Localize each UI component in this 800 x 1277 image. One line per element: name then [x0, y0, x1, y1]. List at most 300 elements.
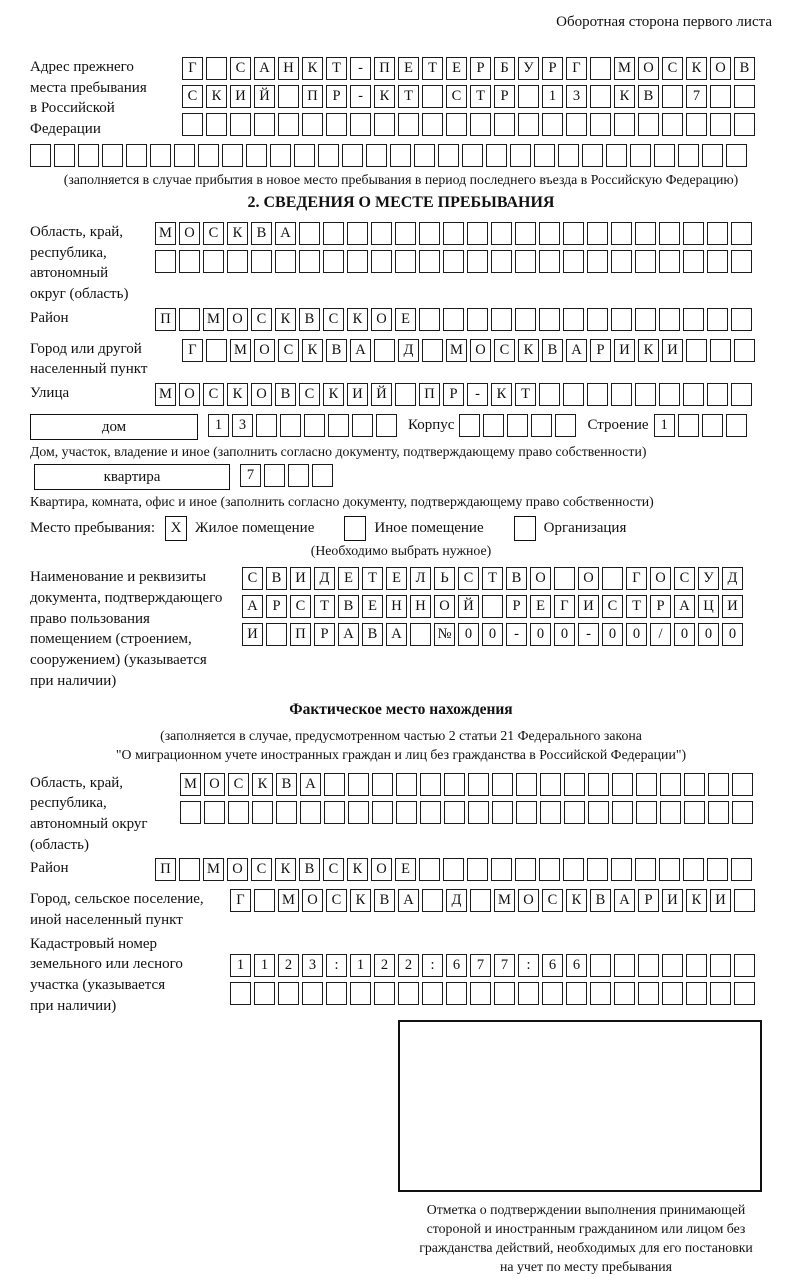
char-cell [318, 144, 339, 167]
char-cell [410, 623, 431, 646]
char-cell [203, 250, 224, 273]
char-cell [662, 85, 683, 108]
char-cell [515, 858, 536, 881]
dom-caption: Дом, участок, владение и иное (заполнить согласно документу, подтверждающему право собственности) [30, 444, 647, 460]
char-cell: О [710, 57, 731, 80]
char-cell: Т [326, 57, 347, 80]
char-cell [732, 773, 753, 796]
char-cell [396, 773, 417, 796]
char-cell [467, 250, 488, 273]
char-cell: 6 [566, 954, 587, 977]
char-cell: А [674, 595, 695, 618]
char-cell [686, 113, 707, 136]
label-line: Федерации [30, 121, 101, 138]
stamp-area [398, 1020, 774, 1276]
char-cell: Р [470, 57, 491, 80]
char-cell [638, 113, 659, 136]
char-cell: Е [446, 57, 467, 80]
label-line: (область) [30, 836, 89, 853]
char-cell [638, 954, 659, 977]
char-cell: К [350, 889, 371, 912]
char-cell: В [299, 308, 320, 331]
char-cell [328, 414, 349, 437]
char-cell [470, 982, 491, 1005]
char-cell: Й [458, 595, 479, 618]
char-cell: П [419, 383, 440, 406]
char-cell: К [347, 308, 368, 331]
char-cell: О [254, 339, 275, 362]
char-cell [539, 250, 560, 273]
char-cell [558, 144, 579, 167]
char-cell: С [230, 57, 251, 80]
char-cell: М [446, 339, 467, 362]
char-cell: 6 [542, 954, 563, 977]
char-cell [708, 801, 729, 824]
char-cell [470, 889, 491, 912]
char-cell [395, 222, 416, 245]
char-cell: П [290, 623, 311, 646]
char-cell: У [698, 567, 719, 590]
char-cell: Е [338, 567, 359, 590]
char-cell [612, 773, 633, 796]
char-cell [206, 339, 227, 362]
char-cell [588, 801, 609, 824]
char-cell: И [722, 595, 743, 618]
char-cell [516, 801, 537, 824]
fact-oblast-grid [180, 773, 756, 829]
char-cell [374, 339, 395, 362]
char-cell [254, 113, 275, 136]
char-cell [587, 222, 608, 245]
char-cell: : [422, 954, 443, 977]
char-cell: В [506, 567, 527, 590]
prev-address-grid [182, 57, 758, 141]
char-cell [414, 144, 435, 167]
char-cell: В [362, 623, 383, 646]
char-cell [702, 414, 723, 437]
char-cell: С [290, 595, 311, 618]
char-cell [659, 308, 680, 331]
mesto-prebyvaniya-row [30, 516, 772, 541]
char-cell [686, 339, 707, 362]
char-cell: / [650, 623, 671, 646]
char-cell [510, 144, 531, 167]
char-cell [252, 801, 273, 824]
label-line: документа, подтверждающего [30, 589, 223, 606]
char-cell [446, 113, 467, 136]
char-cell: М [203, 308, 224, 331]
char-cell: И [662, 339, 683, 362]
char-cell [348, 773, 369, 796]
char-cell: Д [722, 567, 743, 590]
char-cell [587, 250, 608, 273]
char-cell: М [278, 889, 299, 912]
char-cell [555, 414, 576, 437]
char-cell: О [227, 858, 248, 881]
char-cell [542, 113, 563, 136]
char-row-doc-3 [242, 623, 746, 646]
char-cell [422, 85, 443, 108]
gorod-block [30, 339, 772, 380]
char-cell [491, 308, 512, 331]
char-cell [638, 982, 659, 1005]
char-cell [206, 57, 227, 80]
char-cell [542, 982, 563, 1005]
char-row-oblast-1 [155, 222, 755, 245]
char-cell [270, 144, 291, 167]
char-cell: С [602, 595, 623, 618]
option-label-zhiloe: Жилое помещение [195, 520, 315, 537]
char-cell [222, 144, 243, 167]
char-cell: Т [398, 85, 419, 108]
label-line: иной населенный пункт [30, 911, 183, 928]
char-cell [462, 144, 483, 167]
char-cell [539, 383, 560, 406]
char-cell: Т [314, 595, 335, 618]
char-cell: Й [371, 383, 392, 406]
char-cell [518, 85, 539, 108]
char-cell [483, 414, 504, 437]
char-cell [636, 801, 657, 824]
char-cell: 0 [722, 623, 743, 646]
char-cell [198, 144, 219, 167]
char-cell [590, 85, 611, 108]
char-cell: М [180, 773, 201, 796]
char-cell [254, 982, 275, 1005]
char-cell [438, 144, 459, 167]
dom-box-label: дом [101, 418, 127, 435]
char-cell [324, 801, 345, 824]
char-cell [264, 464, 285, 487]
char-cell: : [518, 954, 539, 977]
char-cell [710, 339, 731, 362]
char-cell: А [338, 623, 359, 646]
stamp-caption-line: гражданства действий, необходимых для его постановки [419, 1240, 753, 1256]
char-cell [515, 308, 536, 331]
char-row-prev-address-3 [182, 113, 758, 136]
char-cell: В [251, 222, 272, 245]
char-cell [732, 801, 753, 824]
char-cell [468, 801, 489, 824]
kvartira-box-label: квартира [103, 468, 161, 485]
label-line: автономный округ [30, 815, 148, 832]
char-cell: Е [362, 595, 383, 618]
char-cell [486, 144, 507, 167]
char-cell: П [155, 858, 176, 881]
char-cell [467, 222, 488, 245]
char-cell [256, 414, 277, 437]
char-cell: С [674, 567, 695, 590]
char-cell [564, 801, 585, 824]
char-cell [443, 308, 464, 331]
char-cell [491, 250, 512, 273]
char-cell: Г [182, 57, 203, 80]
char-cell [710, 982, 731, 1005]
char-cell [467, 858, 488, 881]
char-cell [731, 858, 752, 881]
char-cell [516, 773, 537, 796]
char-cell [654, 144, 675, 167]
char-cell [540, 773, 561, 796]
char-cell: А [300, 773, 321, 796]
char-cell [683, 222, 704, 245]
char-cell [419, 308, 440, 331]
fact-title: Фактическое место нахождения [289, 701, 513, 719]
char-cell: Т [362, 567, 383, 590]
char-cell [278, 982, 299, 1005]
rayon-label: Район [30, 309, 69, 326]
char-row-prev-address-2 [182, 85, 758, 108]
char-cell [710, 113, 731, 136]
char-row-rayon [155, 308, 755, 331]
char-cell [324, 773, 345, 796]
char-row-fact-gorod [230, 889, 758, 912]
char-cell: А [350, 339, 371, 362]
rayon-block [30, 308, 772, 336]
char-cell [347, 222, 368, 245]
char-cell: Р [314, 623, 335, 646]
char-cell [443, 250, 464, 273]
fact-rayon-label: Район [30, 860, 69, 877]
char-cell: У [518, 57, 539, 80]
char-cell: К [491, 383, 512, 406]
label-line: Кадастровый номер [30, 935, 157, 952]
char-cell [492, 773, 513, 796]
char-cell [326, 113, 347, 136]
char-cell [662, 113, 683, 136]
char-cell: В [275, 383, 296, 406]
char-cell: С [203, 222, 224, 245]
char-cell [563, 222, 584, 245]
char-cell: И [242, 623, 263, 646]
char-row-fact-oblast-2 [180, 801, 756, 824]
fact-oblast-label [30, 773, 180, 856]
label-line: в Российской [30, 100, 115, 117]
char-row-gorod [182, 339, 758, 362]
char-cell [352, 414, 373, 437]
label-line: автономный [30, 265, 109, 282]
char-cell [348, 801, 369, 824]
char-cell [726, 144, 747, 167]
char-cell [312, 464, 333, 487]
char-cell: 1 [542, 85, 563, 108]
char-cell [684, 773, 705, 796]
korpus-label: Корпус [408, 417, 455, 434]
char-cell [398, 113, 419, 136]
char-cell [587, 383, 608, 406]
char-cell: 6 [446, 954, 467, 977]
char-cell: Т [626, 595, 647, 618]
char-cell [539, 308, 560, 331]
char-cell [659, 222, 680, 245]
char-cell [278, 113, 299, 136]
char-cell: Д [314, 567, 335, 590]
char-cell [507, 414, 528, 437]
char-cell: С [323, 858, 344, 881]
label-line: Город, сельское поселение, [30, 891, 204, 908]
char-row-doc-2 [242, 595, 746, 618]
char-cell: 2 [398, 954, 419, 977]
char-cell [731, 383, 752, 406]
char-cell: Д [446, 889, 467, 912]
stamp-caption-line: Отметка о подтверждении выполнения принимающей [426, 1202, 746, 1218]
mesto-label: Место пребывания: [30, 520, 155, 537]
char-cell [150, 144, 171, 167]
char-cell: - [467, 383, 488, 406]
char-cell [734, 85, 755, 108]
char-cell: В [266, 567, 287, 590]
section2-title: 2. СВЕДЕНИЯ О МЕСТЕ ПРЕБЫВАНИЯ [247, 194, 555, 211]
char-cell: С [251, 308, 272, 331]
char-cell: В [326, 339, 347, 362]
char-cell [683, 308, 704, 331]
char-cell [726, 414, 747, 437]
char-cell: К [206, 85, 227, 108]
char-cell: 3 [302, 954, 323, 977]
char-cell: О [302, 889, 323, 912]
char-cell: К [518, 339, 539, 362]
char-cell: Г [230, 889, 251, 912]
char-cell [422, 982, 443, 1005]
char-cell [254, 889, 275, 912]
doc-label [30, 567, 242, 691]
char-cell [482, 595, 503, 618]
char-cell [446, 982, 467, 1005]
char-cell: 7 [686, 85, 707, 108]
char-row-doc-1 [242, 567, 746, 590]
char-cell: 0 [602, 623, 623, 646]
label-line: Область, край, [30, 224, 124, 240]
char-cell [707, 383, 728, 406]
char-cell [419, 222, 440, 245]
char-cell [554, 567, 575, 590]
char-cell [155, 250, 176, 273]
char-cell [302, 982, 323, 1005]
char-cell [491, 858, 512, 881]
char-cell [422, 889, 443, 912]
char-cell: П [374, 57, 395, 80]
char-cell [494, 982, 515, 1005]
char-cell [660, 773, 681, 796]
option-label-inoe: Иное помещение [374, 520, 484, 537]
char-cell [350, 113, 371, 136]
char-cell [566, 982, 587, 1005]
char-cell [251, 250, 272, 273]
char-row-prev-address-1 [182, 57, 758, 80]
char-cell: В [374, 889, 395, 912]
char-cell: С [182, 85, 203, 108]
char-row-korpus [459, 414, 579, 437]
char-cell [422, 339, 443, 362]
char-row-dom [208, 414, 400, 437]
char-cell [710, 954, 731, 977]
kvartira-caption: Квартира, комната, офис и иное (заполнить согласно документу, подтверждающему право собственности) [30, 494, 654, 510]
char-cell [611, 858, 632, 881]
char-cell: О [518, 889, 539, 912]
dom-box [30, 414, 198, 440]
char-cell: О [470, 339, 491, 362]
char-cell [323, 222, 344, 245]
char-cell: Е [386, 567, 407, 590]
char-cell [614, 982, 635, 1005]
char-cell [659, 250, 680, 273]
char-cell: 0 [698, 623, 719, 646]
char-cell: Ь [434, 567, 455, 590]
char-cell [707, 250, 728, 273]
char-cell: Р [638, 889, 659, 912]
label-line: республика, [30, 244, 107, 261]
char-cell: П [302, 85, 323, 108]
char-cell: И [230, 85, 251, 108]
char-cell: И [290, 567, 311, 590]
char-cell [686, 954, 707, 977]
kvartira-box [34, 464, 230, 490]
char-cell: О [251, 383, 272, 406]
char-cell: - [350, 57, 371, 80]
char-cell: О [638, 57, 659, 80]
kadastr-block [30, 934, 772, 1017]
char-cell: Р [506, 595, 527, 618]
char-cell: О [204, 773, 225, 796]
char-cell: К [323, 383, 344, 406]
char-cell [468, 773, 489, 796]
char-cell: К [302, 57, 323, 80]
char-cell: Н [386, 595, 407, 618]
char-cell [179, 250, 200, 273]
char-cell: К [686, 57, 707, 80]
char-cell [635, 383, 656, 406]
label-line: при наличии) [30, 997, 117, 1014]
char-cell [515, 250, 536, 273]
char-cell [227, 250, 248, 273]
fact-subtitle [30, 727, 772, 764]
char-cell [531, 414, 552, 437]
char-cell [374, 113, 395, 136]
char-cell: К [374, 85, 395, 108]
char-cell [459, 414, 480, 437]
char-cell [563, 858, 584, 881]
char-cell: М [155, 383, 176, 406]
char-cell: К [227, 222, 248, 245]
char-cell: С [299, 383, 320, 406]
char-cell [683, 858, 704, 881]
char-cell: 0 [530, 623, 551, 646]
char-cell [206, 113, 227, 136]
char-cell [614, 113, 635, 136]
stroenie-label: Строение [587, 417, 649, 434]
char-cell [518, 982, 539, 1005]
char-cell: 1 [350, 954, 371, 977]
char-cell [374, 982, 395, 1005]
char-cell: 7 [470, 954, 491, 977]
char-cell [539, 222, 560, 245]
char-cell: Н [410, 595, 431, 618]
char-cell [398, 982, 419, 1005]
char-cell [660, 801, 681, 824]
char-cell: - [506, 623, 527, 646]
char-cell: - [350, 85, 371, 108]
char-cell [611, 250, 632, 273]
char-cell: 0 [554, 623, 575, 646]
char-cell: И [614, 339, 635, 362]
char-cell [54, 144, 75, 167]
char-cell [563, 308, 584, 331]
oblast-label [30, 222, 155, 305]
char-cell [491, 222, 512, 245]
char-cell [683, 250, 704, 273]
char-cell: Е [395, 308, 416, 331]
char-cell [590, 57, 611, 80]
